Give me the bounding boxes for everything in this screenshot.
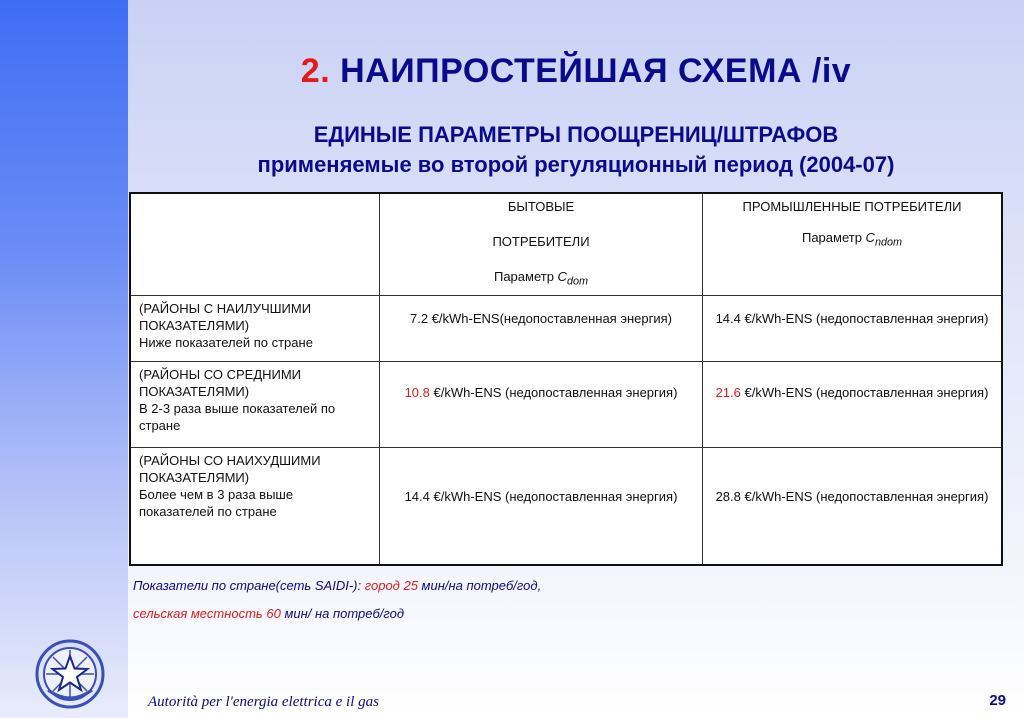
footer-organization: Autorità per l'energia elettrica e il gas bbox=[148, 694, 379, 710]
value: 14.4 bbox=[404, 488, 430, 504]
header-household-param: Параметр $C_{dom}$ bbox=[493, 269, 589, 288]
page-number: 29 bbox=[989, 692, 1006, 709]
header-household-line2: ПОТРЕБИТЕЛИ bbox=[492, 234, 590, 249]
title-text: НАИПРОСТЕЙШАЯ СХЕМА /iv bbox=[340, 52, 852, 90]
note-line1: Показатели по стране(сеть SAIDI-): город 25 мин/на потреб/год, bbox=[133, 578, 542, 593]
value: 28.8 bbox=[715, 488, 741, 504]
value: 14.4 bbox=[715, 310, 741, 326]
value-highlight: 21.6 bbox=[715, 384, 741, 400]
row-label: (РАЙОНЫ СО НАИХУДШИМИ ПОКАЗАТЕЛЯМИ) Более чем в 3 раза выше показателей по стране bbox=[130, 447, 380, 565]
parameters-table bbox=[129, 192, 1003, 566]
household-value-cell: 7.2 €/kWh-ENS(недопоставленная энергия) bbox=[380, 295, 703, 361]
table-row bbox=[130, 295, 1002, 361]
value: 7.2 bbox=[410, 310, 429, 326]
header-industrial-param: Параметр $C_{ndom}$ bbox=[801, 230, 903, 249]
table-row bbox=[130, 361, 1002, 447]
industrial-value-cell: 21.6 €/kWh-ENS (недопоставленная энергия) bbox=[703, 361, 1003, 447]
header-industrial bbox=[703, 193, 1003, 295]
header-household-line1: БЫТОВЫЕ bbox=[507, 199, 575, 214]
sidebar-gradient bbox=[0, 0, 128, 718]
note-line2: сельская местность 60 мин/ на потреб/год bbox=[133, 606, 405, 621]
table-row bbox=[130, 447, 1002, 565]
italian-republic-emblem-icon bbox=[34, 638, 106, 710]
row-label: (РАЙОНЫ СО СРЕДНИМИ ПОКАЗАТЕЛЯМИ) В 2-3 раза выше показателей по стране bbox=[130, 361, 380, 447]
header-industrial-line1: ПРОМЫШЛЕННЫЕ ПОТРЕБИТЕЛИ bbox=[742, 199, 962, 214]
table-header-row bbox=[130, 193, 1002, 295]
title-number: 2. bbox=[300, 52, 331, 90]
header-empty-cell bbox=[130, 193, 380, 295]
value-highlight: 10.8 bbox=[404, 384, 430, 400]
industrial-value-cell: 14.4 €/kWh-ENS (недопоставленная энергия) bbox=[703, 295, 1003, 361]
household-value-cell: 10.8 €/kWh-ENS (недопоставленная энергия) bbox=[380, 361, 703, 447]
subtitle-line1: ЕДИНЫЕ ПАРАМЕТРЫ ПООЩРЕНИЦ/ШТРАФОВ bbox=[313, 122, 839, 147]
household-value-cell: 14.4 €/kWh-ENS (недопоставленная энергия) bbox=[380, 447, 703, 565]
header-household bbox=[380, 193, 703, 295]
industrial-value-cell: 28.8 €/kWh-ENS (недопоставленная энергия) bbox=[703, 447, 1003, 565]
row-label: (РАЙОНЫ С НАИЛУЧШИМИ ПОКАЗАТЕЛЯМИ) Ниже показателей по стране bbox=[130, 295, 380, 361]
page-title bbox=[128, 52, 1024, 91]
subtitle-line2: применяемые во второй регуляционный период (2004-07) bbox=[257, 152, 895, 177]
